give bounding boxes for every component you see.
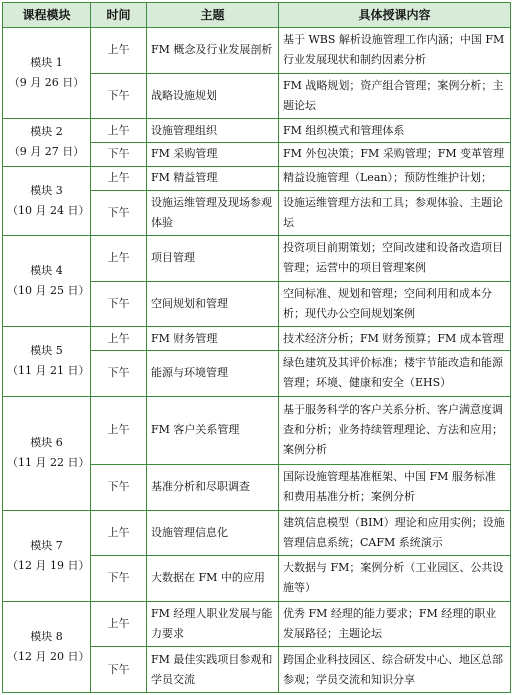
- module-name: 模块 2: [30, 125, 63, 139]
- session-time: 上午: [91, 510, 147, 556]
- session-time: 上午: [91, 166, 147, 190]
- session-time: 下午: [91, 556, 147, 602]
- session-content: 优秀 FM 经理的能力要求；FM 经理的职业发展路径；主题论坛: [279, 601, 511, 647]
- module-date: （9 月 26 日）: [8, 76, 85, 90]
- session-topic: FM 最佳实践项目参观和学员交流: [147, 647, 279, 693]
- module-cell: [3, 236, 91, 327]
- session-topic: 设施运维管理及现场参观体验: [147, 190, 279, 236]
- session-content: 技术经济分析；FM 财务预算；FM 成本管理: [279, 327, 511, 351]
- session-time: 上午: [91, 28, 147, 74]
- session-content: 建筑信息模型（BIM）理论和应用实例；设施管理信息系统；CAFM 系统演示: [279, 510, 511, 556]
- module-cell: [3, 510, 91, 601]
- session-topic: FM 经理人职业发展与能力要求: [147, 601, 279, 647]
- session-time: 下午: [91, 281, 147, 327]
- session-topic: 基准分析和尽职调查: [147, 464, 279, 510]
- module-name: 模块 7: [30, 538, 63, 552]
- session-topic: FM 采购管理: [147, 142, 279, 166]
- session-time: 上午: [91, 601, 147, 647]
- header-module: 课程模块: [3, 3, 91, 28]
- session-content: FM 战略规划；资产组合管理；案例分析；主题论坛: [279, 73, 511, 119]
- header-topic: 主题: [147, 3, 279, 28]
- module-name: 模块 6: [30, 436, 63, 450]
- table-row: [3, 396, 511, 464]
- session-topic: 战略设施规划: [147, 73, 279, 119]
- module-cell: [3, 601, 91, 692]
- course-schedule-table: [2, 2, 511, 693]
- session-time: 下午: [91, 464, 147, 510]
- session-topic: 设施管理组织: [147, 119, 279, 143]
- session-topic: FM 财务管理: [147, 327, 279, 351]
- module-cell: [3, 119, 91, 167]
- module-name: 模块 5: [30, 344, 63, 358]
- session-topic: 空间规划和管理: [147, 281, 279, 327]
- header-row: [3, 3, 511, 28]
- header-content: 具体授课内容: [279, 3, 511, 28]
- session-time: 下午: [91, 647, 147, 693]
- session-content: 空间标准、规划和管理；空间利用和成本分析；现代办公空间规划案例: [279, 281, 511, 327]
- header-time: 时间: [91, 3, 147, 28]
- session-content: FM 组织模式和管理体系: [279, 119, 511, 143]
- session-time: 上午: [91, 119, 147, 143]
- module-name: 模块 4: [30, 264, 63, 278]
- module-name: 模块 3: [30, 183, 63, 197]
- session-time: 下午: [91, 142, 147, 166]
- table-row: [3, 510, 511, 556]
- module-date: （11 月 21 日）: [7, 364, 90, 378]
- module-cell: [3, 396, 91, 510]
- session-topic: 大数据在 FM 中的应用: [147, 556, 279, 602]
- table-row: [3, 119, 511, 143]
- session-content: 设施运维管理方法和工具；参观体验、主题论坛: [279, 190, 511, 236]
- module-date: （12 月 20 日）: [7, 649, 90, 663]
- session-content: 国际设施管理基准框架、中国 FM 服务标准和费用基准分析；案例分析: [279, 464, 511, 510]
- session-topic: FM 精益管理: [147, 166, 279, 190]
- session-content: 大数据与 FM；案例分析（工业园区、公共设施等）: [279, 556, 511, 602]
- session-topic: 设施管理信息化: [147, 510, 279, 556]
- table-row: [3, 166, 511, 190]
- module-cell: [3, 327, 91, 396]
- session-topic: FM 概念及行业发展剖析: [147, 28, 279, 74]
- session-time: 上午: [91, 327, 147, 351]
- table-row: [3, 236, 511, 282]
- module-date: （12 月 19 日）: [7, 558, 90, 572]
- module-name: 模块 8: [30, 629, 63, 643]
- session-time: 下午: [91, 190, 147, 236]
- module-date: （9 月 27 日）: [8, 145, 85, 159]
- module-cell: [3, 28, 91, 119]
- session-time: 下午: [91, 73, 147, 119]
- session-time: 下午: [91, 351, 147, 397]
- session-topic: FM 客户关系管理: [147, 396, 279, 464]
- module-date: （10 月 25 日）: [7, 284, 90, 298]
- table-row: [3, 327, 511, 351]
- session-time: 上午: [91, 396, 147, 464]
- session-content: FM 外包决策；FM 采购管理；FM 变革管理: [279, 142, 511, 166]
- session-content: 投资项目前期策划；空间改建和设备改造项目管理；运营中的项目管理案例: [279, 236, 511, 282]
- module-cell: [3, 166, 91, 235]
- table-row: [3, 601, 511, 647]
- session-content: 基于服务科学的客户关系分析、客户满意度调查和分析；业务持续管理理论、方法和应用；案例分析: [279, 396, 511, 464]
- session-content: 精益设施管理（Lean）；预防性维护计划；: [279, 166, 511, 190]
- session-content: 基于 WBS 解析设施管理工作内涵；中国 FM 行业发展现状和制约因素分析: [279, 28, 511, 74]
- table-row: [3, 28, 511, 74]
- session-topic: 项目管理: [147, 236, 279, 282]
- module-date: （10 月 24 日）: [7, 203, 90, 217]
- module-name: 模块 1: [30, 56, 63, 70]
- session-time: 上午: [91, 236, 147, 282]
- session-content: 跨国企业科技园区、综合研发中心、地区总部参观；学员交流和知识分享: [279, 647, 511, 693]
- session-topic: 能源与环境管理: [147, 351, 279, 397]
- session-content: 绿色建筑及其评价标准；楼宇节能改造和能源管理；环境、健康和安全（EHS）: [279, 351, 511, 397]
- schedule-body: [3, 28, 511, 693]
- module-date: （11 月 22 日）: [7, 456, 90, 470]
